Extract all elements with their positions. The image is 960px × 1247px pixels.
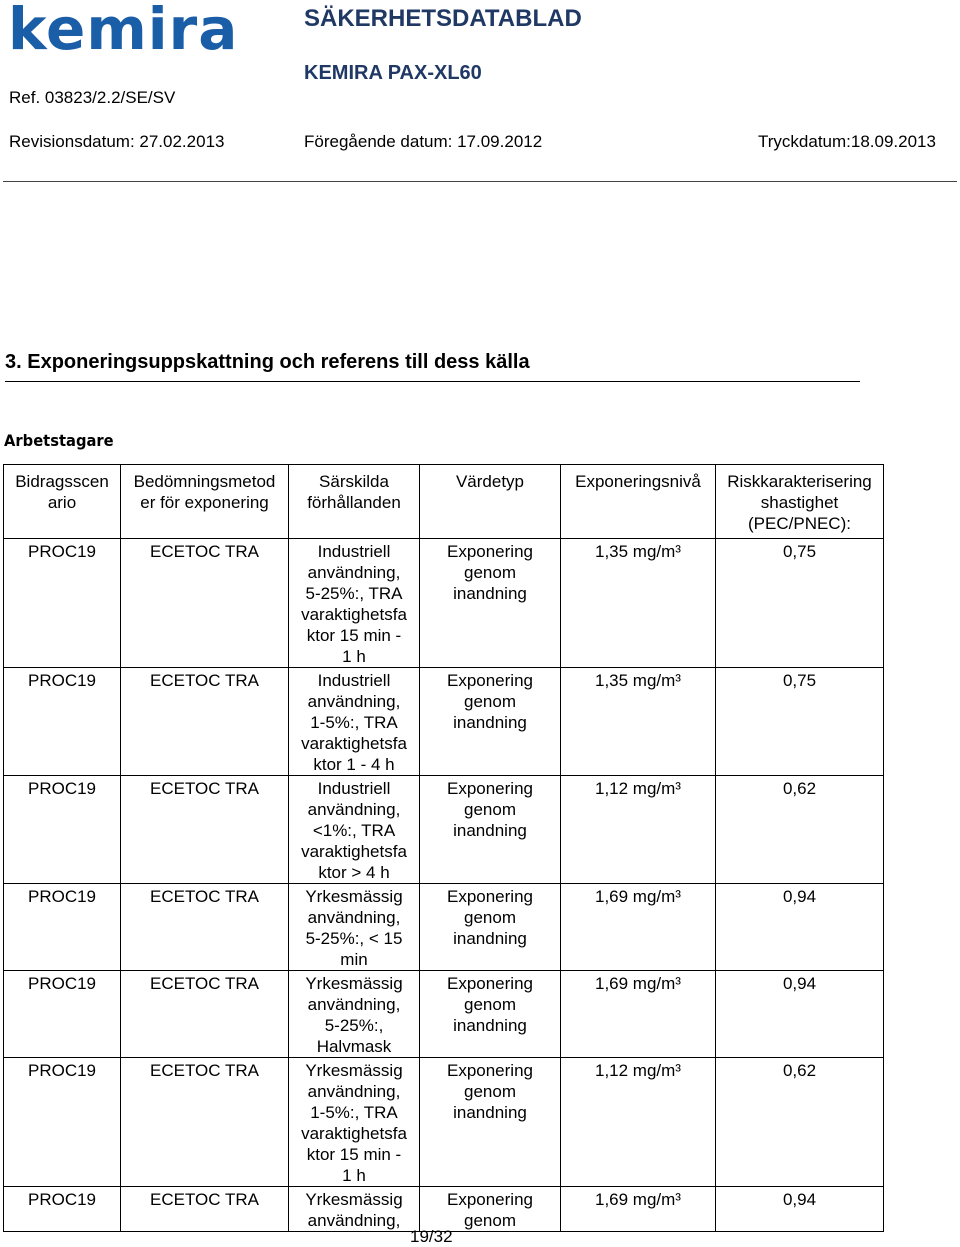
table-row <box>4 1058 884 1187</box>
header-divider <box>3 181 957 182</box>
revision-date: Revisionsdatum: 27.02.2013 <box>9 132 225 151</box>
cell-method: ECETOC TRA <box>121 971 289 1058</box>
cell-level: 1,12 mg/m³ <box>561 1058 716 1187</box>
cell-value-type: Exponering genom inandning <box>420 1058 561 1187</box>
previous-date: Föregående datum: 17.09.2012 <box>304 132 543 151</box>
table-header-row <box>4 465 884 539</box>
cell-conditions: Yrkesmässig användning, 1-5%:, TRA varaktighetsfa ktor 15 min - 1 h <box>289 1058 420 1187</box>
reference-number: Ref. 03823/2.2/SE/SV <box>9 88 176 107</box>
column-header-exposure-level: Exponeringsnivå <box>561 465 716 539</box>
cell-conditions: Industriell användning, 5-25%:, TRA varaktighetsfa ktor 15 min - 1 h <box>289 539 420 668</box>
column-header-method: Bedömningsmetod er för exponering <box>121 465 289 539</box>
cell-scenario: PROC19 <box>4 884 121 971</box>
product-name: KEMIRA PAX-XL60 <box>304 62 482 84</box>
cell-value-type: Exponering genom inandning <box>420 668 561 776</box>
cell-method: ECETOC TRA <box>121 884 289 971</box>
exposure-table <box>3 464 884 1232</box>
cell-level: 1,69 mg/m³ <box>561 971 716 1058</box>
table-row <box>4 539 884 668</box>
cell-rcr: 0,62 <box>716 776 884 884</box>
cell-level: 1,35 mg/m³ <box>561 539 716 668</box>
document-title: SÄKERHETSDATABLAD <box>304 5 582 32</box>
cell-scenario: PROC19 <box>4 776 121 884</box>
cell-rcr: 0,62 <box>716 1058 884 1187</box>
cell-conditions: Yrkesmässig användning, <box>289 1187 420 1232</box>
page-number: 19/32 <box>410 1227 453 1246</box>
cell-rcr: 0,94 <box>716 1187 884 1232</box>
table-row <box>4 776 884 884</box>
cell-value-type: Exponering genom inandning <box>420 971 561 1058</box>
cell-level: 1,12 mg/m³ <box>561 776 716 884</box>
kemira-logo: kemira <box>8 0 239 63</box>
cell-level: 1,69 mg/m³ <box>561 1187 716 1232</box>
table-row <box>4 971 884 1058</box>
table-row <box>4 668 884 776</box>
cell-value-type: Exponering genom <box>420 1187 561 1232</box>
table-row <box>4 1187 884 1232</box>
print-date: Tryckdatum:18.09.2013 <box>758 132 936 151</box>
cell-method: ECETOC TRA <box>121 1058 289 1187</box>
cell-scenario: PROC19 <box>4 1187 121 1232</box>
column-header-conditions: Särskilda förhållanden <box>289 465 420 539</box>
cell-value-type: Exponering genom inandning <box>420 884 561 971</box>
cell-scenario: PROC19 <box>4 668 121 776</box>
cell-conditions: Yrkesmässig användning, 5-25%:, Halvmask <box>289 971 420 1058</box>
cell-scenario: PROC19 <box>4 971 121 1058</box>
cell-rcr: 0,75 <box>716 539 884 668</box>
cell-level: 1,69 mg/m³ <box>561 884 716 971</box>
column-header-value-type: Värdetyp <box>420 465 561 539</box>
cell-method: ECETOC TRA <box>121 668 289 776</box>
column-header-rcr: Riskkarakterisering shastighet (PEC/PNEC): <box>716 465 884 539</box>
cell-rcr: 0,94 <box>716 971 884 1058</box>
section-subheading: Arbetstagare <box>4 431 114 450</box>
cell-method: ECETOC TRA <box>121 776 289 884</box>
cell-scenario: PROC19 <box>4 1058 121 1187</box>
cell-conditions: Industriell användning, 1-5%:, TRA varaktighetsfa ktor 1 - 4 h <box>289 668 420 776</box>
cell-rcr: 0,75 <box>716 668 884 776</box>
section-title: 3. Exponeringsuppskattning och referens till dess källa <box>5 351 530 373</box>
cell-rcr: 0,94 <box>716 884 884 971</box>
cell-method: ECETOC TRA <box>121 1187 289 1232</box>
cell-conditions: Yrkesmässig användning, 5-25%:, < 15 min <box>289 884 420 971</box>
cell-value-type: Exponering genom inandning <box>420 776 561 884</box>
cell-scenario: PROC19 <box>4 539 121 668</box>
table-row <box>4 884 884 971</box>
cell-level: 1,35 mg/m³ <box>561 668 716 776</box>
cell-value-type: Exponering genom inandning <box>420 539 561 668</box>
column-header-scenario: Bidragsscen ario <box>4 465 121 539</box>
cell-method: ECETOC TRA <box>121 539 289 668</box>
cell-conditions: Industriell användning, <1%:, TRA varaktighetsfa ktor > 4 h <box>289 776 420 884</box>
section-divider <box>5 381 860 382</box>
